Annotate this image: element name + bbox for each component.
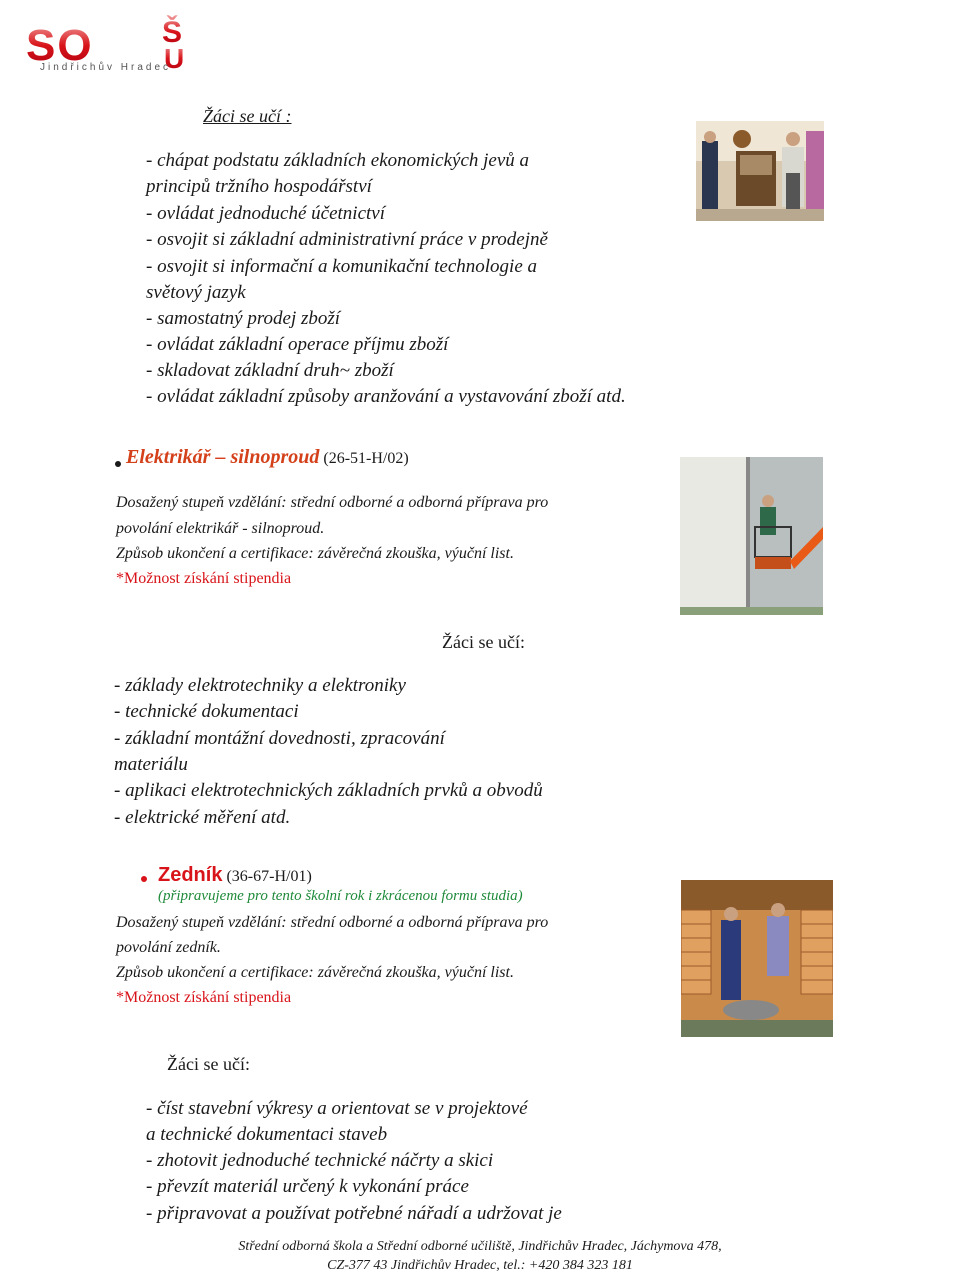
section1-heading: Žáci se učí : — [203, 106, 292, 126]
svg-text:SO: SO — [26, 21, 94, 70]
section2-code: (26-51-H/02) — [323, 450, 409, 467]
list-item: - zhotovit jednoduché technické náčrty a skici — [146, 1150, 494, 1171]
info-line: Dosažený stupeň vzdělání: střední odborné a odborná příprava pro — [116, 494, 549, 511]
list-item: - elektrické měření atd. — [114, 807, 291, 828]
list-item: - ovládat základní způsoby aranžování a vystavování zboží atd. — [146, 386, 626, 407]
list-item: světový jazyk — [146, 282, 246, 303]
section3-title-line — [158, 864, 312, 887]
section2-heading: Žáci se učí: — [442, 632, 525, 652]
footer-contact: CZ-377 43 Jindřichův Hradec, tel.: +420 384 323 181 — [327, 1258, 633, 1273]
bullet-icon — [141, 876, 147, 882]
footer-address: Střední odborná škola a Střední odborné učiliště, Jindřichův Hradec, Jáchymova 478, — [238, 1239, 722, 1254]
list-item: - ovládat základní operace příjmu zboží — [146, 334, 449, 355]
section2-title: Elektrikář – silnoproud — [126, 446, 320, 468]
list-item: - převzít materiál určený k vykonání práce — [146, 1176, 469, 1197]
list-item: principů tržního hospodářství — [146, 176, 372, 197]
info-line: povolání elektrikář - silnoproud. — [116, 520, 325, 537]
list-item: - základy elektrotechniky a elektroniky — [114, 675, 406, 696]
info-line: Způsob ukončení a certifikace: závěrečná zkouška, výuční list. — [116, 964, 514, 981]
info-line: povolání zedník. — [116, 939, 221, 956]
bullet-icon — [115, 461, 121, 467]
section2-title-line — [126, 446, 409, 469]
list-item: - číst stavební výkresy a orientovat se v projektové — [146, 1098, 528, 1119]
stipend-note: *Možnost získání stipendia — [116, 570, 292, 587]
list-item: - technické dokumentaci — [114, 701, 299, 722]
list-item: - skladovat základní druh~ zboží — [146, 360, 394, 381]
electrician-photo — [680, 457, 823, 615]
stipend-note: *Možnost získání stipendia — [116, 989, 292, 1006]
list-item: - aplikaci elektrotechnických základních prvků a obvodů — [114, 780, 543, 801]
svg-text:U: U — [164, 43, 185, 74]
list-item: - chápat podstatu základních ekonomických jevů a — [146, 150, 530, 171]
section3-title: Zedník — [158, 864, 223, 886]
list-item: - osvojit si informační a komunikační technologie a — [146, 256, 538, 277]
info-line: Způsob ukončení a certifikace: závěrečná zkouška, výuční list. — [116, 545, 514, 562]
list-item: - osvojit si základní administrativní práce v prodejně — [146, 229, 548, 250]
section3-code: (36-67-H/01) — [226, 868, 312, 885]
list-item: - ovládat jednoduché účetnictví — [146, 203, 385, 224]
svg-text:Š: Š — [162, 16, 183, 49]
list-item: - samostatný prodej zboží — [146, 308, 341, 329]
list-item: materiálu — [114, 754, 188, 775]
logo-city: Jindřichův Hradec — [40, 62, 172, 73]
list-item: a technické dokumentaci staveb — [146, 1124, 388, 1145]
info-line: Dosažený stupeň vzdělání: střední odborné a odborná příprava pro — [116, 914, 549, 931]
shop-photo — [696, 121, 824, 221]
section3-heading: Žáci se učí: — [167, 1054, 250, 1074]
section3-note: (připravujeme pro tento školní rok i zkrácenou formu studia) — [158, 888, 523, 904]
list-item: - připravovat a používat potřebné nářadí a udržovat je — [146, 1203, 562, 1224]
bricklayer-photo — [681, 880, 833, 1037]
list-item: - základní montážní dovednosti, zpracování — [114, 728, 445, 749]
